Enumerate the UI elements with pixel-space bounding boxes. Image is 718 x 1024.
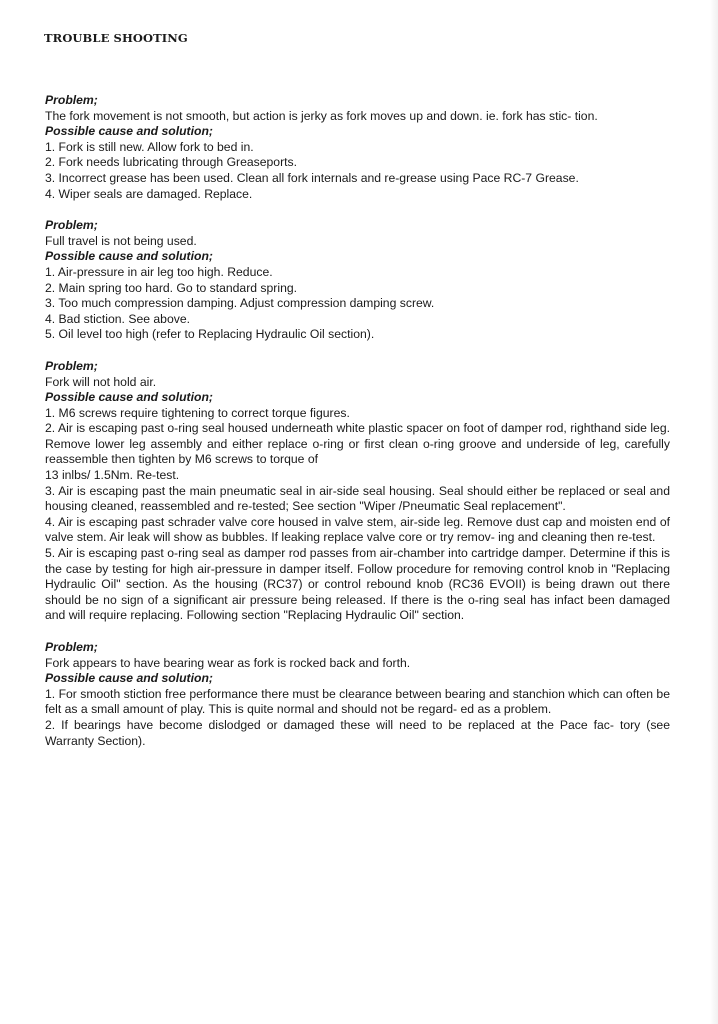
problem-label: Problem; bbox=[45, 640, 98, 654]
cause-label: Possible cause and solution; bbox=[45, 390, 213, 405]
page-title: TROUBLE SHOOTING bbox=[44, 31, 188, 45]
solution-item: 4. Wiper seals are damaged. Replace. bbox=[45, 186, 253, 201]
problem-label: Problem; bbox=[45, 218, 98, 233]
solution-item: 1. M6 screws require tightening to correct torque figures. bbox=[45, 405, 350, 420]
solution-item: 3. Air is escaping past the main pneumatic seal in air-side seal housing. Seal should either be replaced or seal and housing cleaned, reassembled and re-tested; See section "Wiper /Pneumatic Seal replacement". bbox=[45, 483, 670, 514]
problem-section-3 bbox=[45, 359, 670, 624]
solution-item: 5. Oil level too high (refer to Replacing Hydraulic Oil section). bbox=[45, 327, 375, 342]
problem-description: Full travel is not being used. bbox=[45, 233, 197, 248]
solution-item: 4. Bad stiction. See above. bbox=[45, 311, 190, 326]
troubleshooting-content bbox=[45, 93, 670, 764]
solution-item: 4. Air is escaping past schrader valve core housed in valve stem, air-side leg. Remove dust cap and moisten end of valve stem. Air leak will show as bubbles. If leaking replace valve core or try remov- ing and cleaning then re-test. bbox=[45, 514, 670, 545]
solution-item: 13 inlbs/ 1.5Nm. Re-test. bbox=[45, 468, 180, 483]
solution-item: 2. Fork needs lubricating through Greaseports. bbox=[45, 155, 298, 170]
solution-item: 5. Air is escaping past o-ring seal as damper rod passes from air-chamber into cartridge damper. Determine if this is the case by testing for high air-pressure in damper itself. Follow procedure for removing control knob in "Replacing Hydraulic Oil" section. As the housing (RC37) or control rebound knob (RC36 EVOII) is being drawn out there should be no sign of a significant air pressure being released. If there is the o-ring seal has infact been damaged and will require replacing. Following section "Replacing Hydraulic Oil" section. bbox=[45, 546, 670, 623]
solution-item: 3. Too much compression damping. Adjust compression damping screw. bbox=[45, 296, 435, 311]
page-edge-shadow bbox=[710, 0, 718, 1024]
solution-item: 1. Fork is still new. Allow fork to bed in. bbox=[45, 139, 254, 154]
solution-item: 2. Air is escaping past o-ring seal housed underneath white plastic spacer on foot of damper rod, righthand side leg. Remove lower leg assembly and either replace o-ring or first clean o-ring groove and underside of leg, carefully reassemble then tighten by M6 screws to torque of bbox=[45, 421, 670, 467]
solution-item: 3. Incorrect grease has been used. Clean all fork internals and re-grease using Pace RC-7 Grease. bbox=[45, 170, 579, 185]
problem-section-1 bbox=[45, 93, 670, 202]
solution-item: 1. For smooth stiction free performance there must be clearance between bearing and stanchion which can often be felt as a small amount of play. This is quite normal and should not be regard- ed as a problem. bbox=[45, 686, 670, 717]
cause-label: Possible cause and solution; bbox=[45, 671, 213, 686]
problem-section-2 bbox=[45, 218, 670, 343]
solution-item: 2. Main spring too hard. Go to standard spring. bbox=[45, 280, 298, 295]
problem-description: Fork appears to have bearing wear as fork is rocked back and forth. bbox=[45, 655, 411, 670]
solution-item: 1. Air-pressure in air leg too high. Reduce. bbox=[45, 264, 273, 279]
problem-label: Problem; bbox=[45, 93, 98, 107]
problem-description: Fork will not hold air. bbox=[45, 374, 157, 389]
cause-label: Possible cause and solution; bbox=[45, 124, 213, 139]
problem-section-4 bbox=[45, 640, 670, 749]
problem-label: Problem; bbox=[45, 358, 98, 373]
cause-label: Possible cause and solution; bbox=[45, 249, 213, 264]
problem-description: The fork movement is not smooth, but action is jerky as fork moves up and down. ie. fork has stic- tion. bbox=[45, 108, 598, 123]
solution-item: 2. If bearings have become dislodged or damaged these will need to be replaced at the Pace fac- tory (see Warranty Section). bbox=[45, 717, 670, 748]
